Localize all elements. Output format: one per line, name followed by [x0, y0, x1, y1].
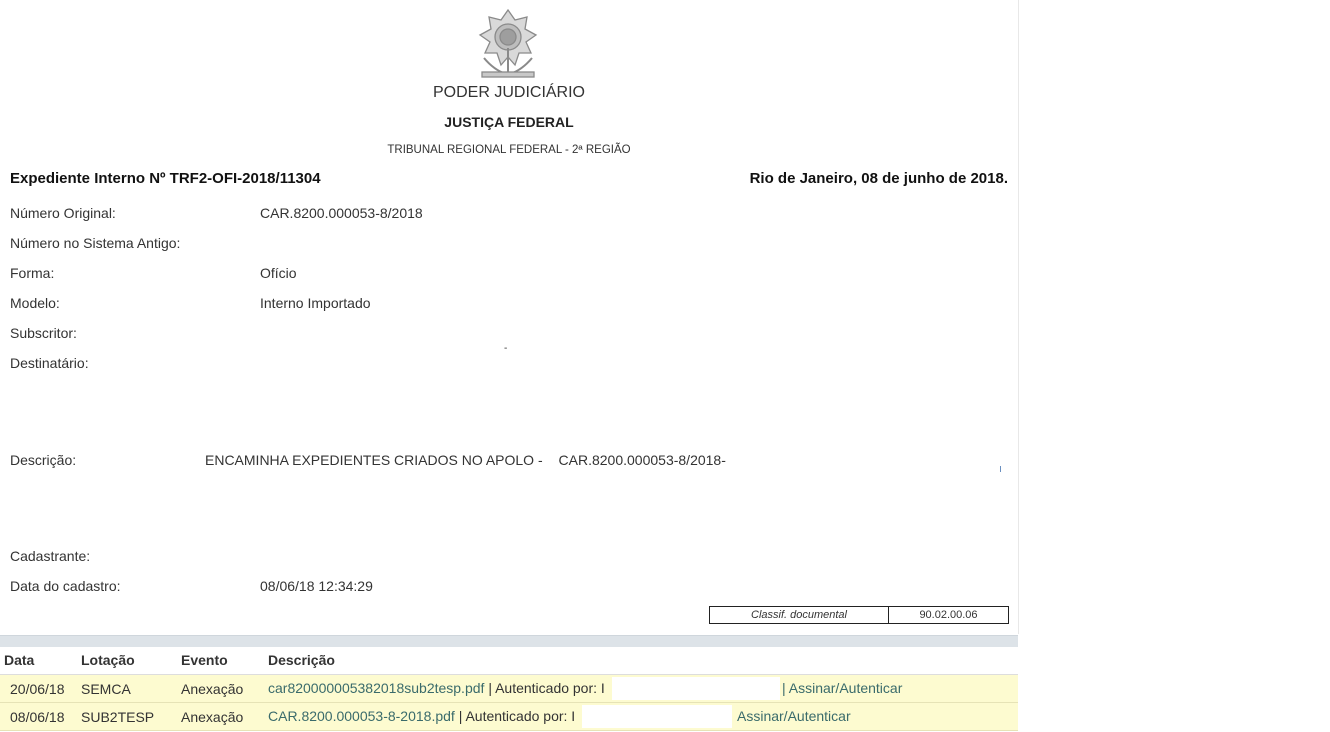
modelo-label: Modelo:: [10, 295, 60, 311]
numero-original-value: CAR.8200.000053-8/2018: [260, 205, 423, 221]
descricao-number: CAR.8200.000053-8/2018-: [558, 452, 726, 468]
classification-label: Classif. documental: [710, 607, 889, 623]
row-evento: Anexação: [181, 708, 244, 725]
place-date: Rio de Janeiro, 08 de junho de 2018.: [749, 170, 1008, 187]
row-descricao: [268, 703, 1018, 730]
row-lotacao: SUB2TESP: [81, 708, 155, 725]
redaction-mask: [582, 705, 732, 728]
data-cadastro-value: 08/06/18 12:34:29: [260, 578, 373, 594]
classification-value: 90.02.00.06: [919, 609, 978, 621]
destinatario-value: -: [504, 343, 508, 354]
table-row: [0, 703, 1018, 731]
row-data: 20/06/18: [10, 680, 65, 697]
forma-label: Forma:: [10, 265, 55, 281]
row-descricao: [268, 675, 1018, 702]
authenticated-by: | Autenticado por: I: [458, 708, 576, 724]
subscritor-label: Subscritor:: [10, 325, 77, 341]
table-row: [0, 675, 1018, 703]
descricao-value: [205, 452, 726, 468]
section-divider: [0, 635, 1018, 647]
assinar-autenticar-link[interactable]: Assinar/Autenticar: [737, 708, 851, 724]
document-title: Expediente Interno Nº TRF2-OFI-2018/11304: [10, 170, 321, 187]
header-justica-federal: JUSTIÇA FEDERAL: [444, 114, 574, 130]
header-evento: Evento: [181, 652, 228, 668]
data-cadastro-label: Data do cadastro:: [10, 578, 121, 594]
header-descricao: Descrição: [268, 652, 335, 668]
brazil-coat-of-arms-icon: [472, 8, 544, 80]
description-edge-mark: [1000, 466, 1001, 472]
numero-original-label: Número Original:: [10, 205, 116, 221]
forma-value: Ofício: [260, 265, 297, 281]
header-poder-judiciario: PODER JUDICIÁRIO: [432, 84, 585, 101]
events-table: [0, 647, 1018, 731]
row-data: 08/06/18: [10, 708, 65, 725]
table-header: [0, 647, 1018, 675]
row-lotacao: SEMCA: [81, 680, 131, 697]
modelo-value: Interno Importado: [260, 295, 371, 311]
assinar-autenticar-link[interactable]: | Assinar/Autenticar: [782, 680, 903, 696]
attachment-link[interactable]: car820000005382018sub2tesp.pdf: [268, 680, 485, 696]
destinatario-label: Destinatário:: [10, 355, 89, 371]
header-lotacao: Lotação: [81, 652, 135, 668]
sistema-antigo-label: Número no Sistema Antigo:: [10, 235, 181, 251]
cadastrante-label: Cadastrante:: [10, 548, 91, 564]
redaction-mask: [612, 677, 780, 700]
row-evento: Anexação: [181, 680, 244, 697]
attachment-link[interactable]: CAR.8200.000053-8-2018.pdf: [268, 708, 455, 724]
classification-box: [709, 606, 1009, 624]
header-data: Data: [4, 652, 35, 668]
header-tribunal: TRIBUNAL REGIONAL FEDERAL - 2ª REGIÃO: [387, 144, 631, 156]
descricao-text: ENCAMINHA EXPEDIENTES CRIADOS NO APOLO -: [205, 452, 543, 468]
descricao-label: Descrição:: [10, 452, 77, 468]
authenticated-by: | Autenticado por: I: [488, 680, 605, 696]
